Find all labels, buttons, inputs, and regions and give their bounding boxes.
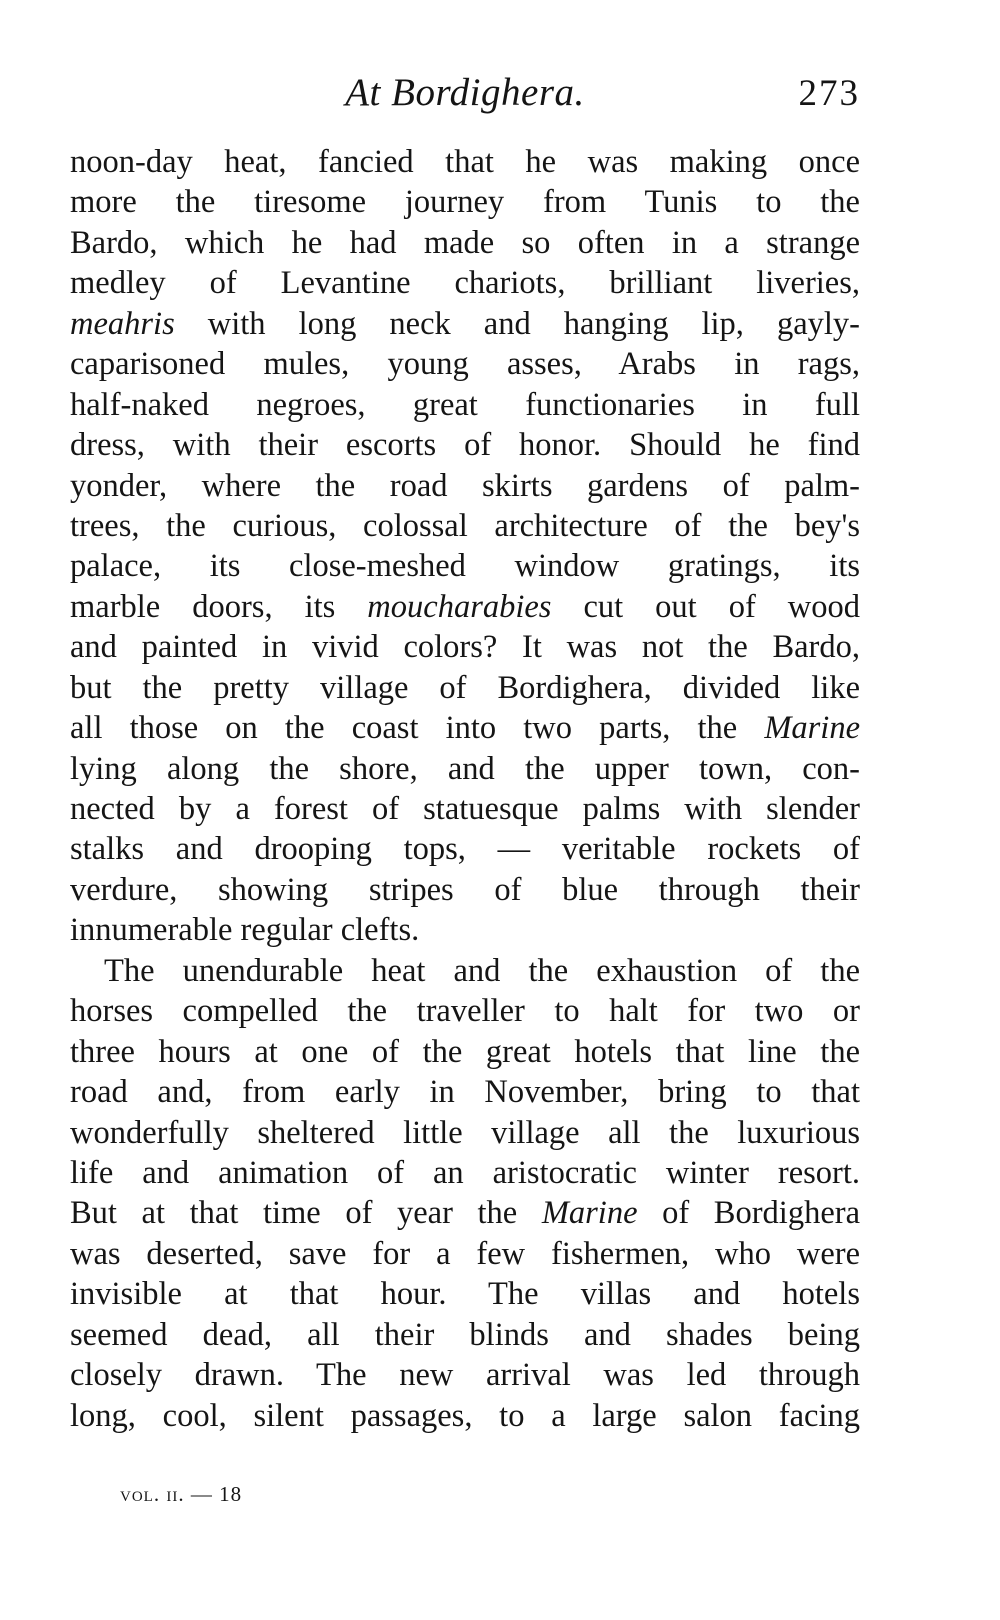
italic-term: Marine — [541, 1195, 638, 1232]
text-line — [70, 708, 860, 748]
text-segment: But at that time of year the — [70, 1195, 542, 1232]
text-segment: and painted in vivid colors? It was not the Bardo, — [70, 629, 860, 666]
text-line — [70, 142, 860, 182]
text-segment: but the pretty village of Bordighera, divided like — [70, 669, 860, 706]
text-line — [70, 1274, 860, 1314]
text-segment: was deserted, save for a few fishermen, who were — [70, 1235, 860, 1272]
text-line — [70, 344, 860, 384]
text-segment: long, cool, silent passages, to a large salon facing — [70, 1397, 860, 1434]
text-line — [70, 1153, 860, 1193]
body-text — [70, 142, 860, 1436]
text-line — [70, 668, 860, 708]
text-line — [70, 223, 860, 263]
text-segment: nected by a forest of statuesque palms with slender — [70, 791, 860, 827]
italic-term: Marine — [764, 710, 860, 747]
text-line — [70, 1113, 860, 1153]
italic-term: moucharabies — [367, 588, 552, 625]
text-segment: Bardo, which he had made so often in a strange — [70, 224, 860, 261]
text-segment: cut out of wood — [551, 588, 860, 625]
text-segment: more the tiresome journey from Tunis to the — [70, 184, 860, 221]
text-segment: verdure, showing stripes of blue through their — [70, 871, 860, 908]
text-segment: marble doors, its — [70, 588, 368, 625]
page-number: 273 — [798, 73, 860, 114]
text-segment: The unendurable heat and the exhaustion of the — [104, 952, 860, 989]
text-line — [70, 466, 860, 506]
text-line — [70, 627, 860, 667]
text-segment: closely drawn. The new arrival was led through — [70, 1357, 860, 1394]
text-segment: wonderfully sheltered little village all the luxurious — [70, 1114, 860, 1151]
text-line — [70, 870, 860, 910]
text-line — [70, 587, 860, 627]
text-segment: palace, its close-meshed window gratings, its — [70, 548, 860, 585]
text-line — [70, 263, 860, 303]
text-line — [70, 789, 860, 829]
text-line — [70, 506, 860, 546]
text-segment: road and, from early in November, bring to that — [70, 1074, 860, 1111]
text-segment: all those on the coast into two parts, the — [70, 710, 765, 747]
text-segment: trees, the curious, colossal architecture of the bey's — [70, 507, 860, 544]
text-line — [70, 385, 860, 425]
text-segment: caparisoned mules, young asses, Arabs in rags, — [70, 346, 860, 383]
text-segment: stalks and drooping tops, — veritable rockets of — [70, 831, 860, 868]
text-line — [70, 910, 860, 950]
text-segment: lying along the shore, and the upper town, con- — [70, 750, 860, 787]
text-line — [70, 749, 860, 789]
text-line — [70, 951, 860, 991]
text-line — [70, 1193, 860, 1233]
text-segment: horses compelled the traveller to halt for two or — [70, 993, 860, 1030]
text-segment: invisible at that hour. The villas and hotels — [70, 1276, 860, 1313]
italic-term: meahris — [70, 305, 175, 342]
running-title: At Bordighera. — [345, 71, 585, 114]
text-segment: half-naked negroes, great functionaries in full — [70, 386, 860, 423]
text-line — [70, 991, 860, 1031]
text-segment: dress, with their escorts of honor. Should he find — [70, 427, 860, 464]
text-line — [70, 546, 860, 586]
text-segment: with long neck and hanging lip, gayly- — [174, 305, 860, 342]
text-line — [70, 1315, 860, 1355]
text-line — [70, 304, 860, 344]
text-line — [70, 1396, 860, 1436]
text-segment: noon-day heat, fancied that he was making once — [70, 144, 860, 180]
text-line — [70, 1032, 860, 1072]
text-line — [70, 1355, 860, 1395]
text-segment: innumerable regular clefts. — [70, 912, 420, 949]
text-segment: three hours at one of the great hotels that line the — [70, 1033, 860, 1070]
text-segment: medley of Levantine chariots, brilliant liveries, — [70, 265, 860, 302]
text-line — [70, 1234, 860, 1274]
text-line — [70, 1072, 860, 1112]
text-line — [70, 425, 860, 465]
text-segment: of Bordighera — [637, 1195, 860, 1232]
running-head — [70, 70, 860, 122]
text-line — [70, 829, 860, 869]
text-segment: seemed dead, all their blinds and shades being — [70, 1316, 860, 1353]
text-segment: life and animation of an aristocratic winter resort. — [70, 1154, 860, 1191]
text-segment: yonder, where the road skirts gardens of palm- — [70, 467, 860, 504]
signature-mark: vol. ii. — 18 — [120, 1482, 243, 1506]
text-line — [70, 182, 860, 222]
